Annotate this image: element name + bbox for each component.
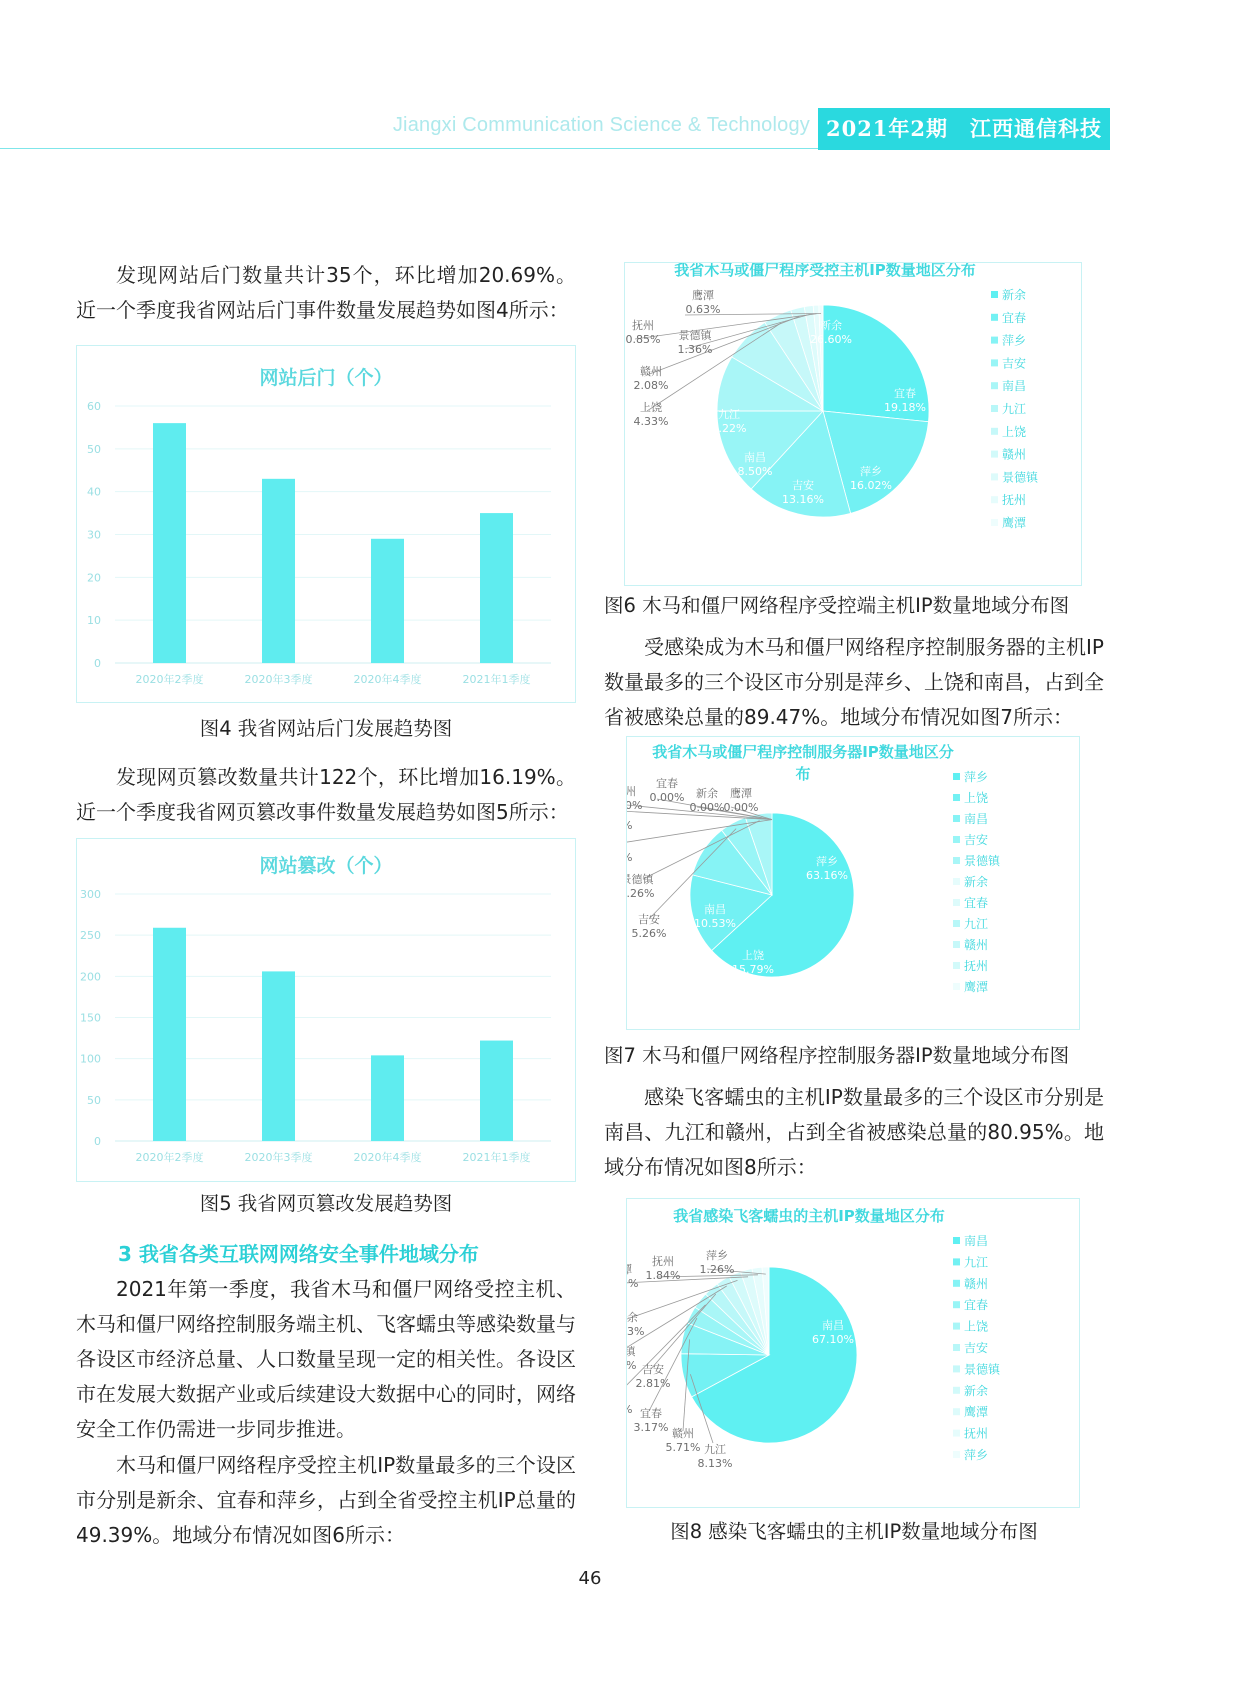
slice-label: 吉安 — [642, 1363, 664, 1376]
legend-swatch — [953, 878, 960, 885]
slice-label: 赣州 — [672, 1427, 694, 1440]
paragraph-2 — [76, 760, 576, 830]
bar — [371, 539, 404, 663]
paragraph-6-text: 感染飞客蠕虫的主机IP数量最多的三个设区市分别是南昌、九江和赣州，占到全省被感染总量的80.95%。地域分布情况如图8所示： — [604, 1085, 1104, 1179]
legend-swatch — [991, 428, 998, 435]
fig4-chart — [76, 345, 576, 703]
legend-label: 九江 — [964, 917, 989, 931]
legend-label: 景德镇 — [964, 1362, 1001, 1377]
slice-percent: 63.16% — [806, 869, 848, 882]
slice-label: 上饶 — [640, 401, 662, 414]
slice-percent: 15.79% — [732, 963, 774, 976]
legend-swatch — [953, 1430, 960, 1437]
legend-label: 吉安 — [1002, 356, 1027, 371]
x-tick-label: 2020年4季度 — [353, 1151, 422, 1164]
fig8-caption: 图8 感染飞客蠕虫的主机IP数量地域分布图 — [670, 1520, 1038, 1543]
x-tick-label: 2020年3季度 — [244, 1151, 313, 1164]
slice-percent: % — [627, 1359, 637, 1372]
slice-percent: 4.33% — [633, 415, 669, 428]
slice-percent: 26.60% — [810, 333, 852, 346]
slice-label: 鹰潭 — [692, 289, 714, 302]
chart-title: 网站后门（个） — [259, 367, 393, 389]
legend-label: 新余 — [1002, 288, 1027, 302]
legend-swatch — [953, 815, 960, 822]
slice-percent: 16.02% — [850, 479, 892, 492]
fig6-svg — [625, 263, 1081, 585]
legend-swatch — [991, 519, 998, 526]
issue-badge: 2021年2期 江西通信科技 — [818, 108, 1110, 150]
legend-swatch — [953, 1237, 960, 1244]
legend-swatch — [953, 773, 960, 780]
bar — [262, 971, 295, 1141]
x-tick-label: 2020年2季度 — [135, 673, 204, 686]
slice-label: 镇 — [627, 1345, 636, 1358]
legend-label: 南昌 — [964, 1234, 989, 1248]
chart-title: 网站篡改（个） — [259, 855, 393, 877]
slice-label: 德镇 — [631, 873, 654, 886]
slice-label: 萍乡 — [816, 855, 838, 868]
slice-label: 抚州 — [632, 319, 654, 332]
legend-swatch — [991, 291, 998, 298]
fig5-chart — [76, 838, 576, 1182]
slice-label: 新余 — [696, 787, 718, 800]
journal-english-title: Jiangxi Communication Science & Technology — [392, 114, 810, 136]
paragraph-3-text: 2021年第一季度，我省木马和僵尸网络受控主机、木马和僵尸网络控制服务端主机、飞客蠕虫等感染数量与各设区市经济总量、人口数量呈现一定的相关性。各设区市在发展大数据产业或后续建设大数据中心的同时，网络安全工作仍需进一步同步推进。 — [76, 1277, 576, 1441]
y-tick-label: 20 — [87, 571, 101, 585]
slice-label: 南昌 — [822, 1319, 844, 1332]
slice-percent: 5.26% — [631, 927, 667, 940]
legend-label: 上饶 — [1002, 424, 1027, 439]
y-tick-label: 10 — [87, 614, 101, 628]
fig6-caption: 图6 木马和僵尸网络程序受控端主机IP数量地域分布图 — [604, 594, 1070, 617]
page-number: 46 — [578, 1568, 602, 1589]
slice-percent: 8.50% — [737, 465, 773, 478]
y-tick-label: 50 — [87, 1093, 101, 1107]
legend-swatch — [953, 983, 960, 990]
x-tick-label: 2020年4季度 — [353, 673, 422, 686]
legend-label: 上饶 — [964, 1319, 989, 1334]
legend-label: 宜春 — [1002, 310, 1027, 325]
bar — [480, 1041, 513, 1141]
slice-percent: 0.85% — [625, 333, 661, 346]
bar — [371, 1055, 404, 1141]
legend-label: 抚州 — [964, 959, 989, 973]
legend-label: 宜春 — [964, 1298, 989, 1313]
slice-label: 州 — [627, 785, 636, 798]
bar — [262, 479, 295, 663]
slice-label: 九江 — [718, 408, 740, 421]
y-tick-label: 250 — [80, 929, 101, 943]
slice-percent: 7.22% — [711, 422, 747, 435]
y-tick-label: 40 — [87, 485, 101, 499]
chart-title: 我省木马或僵尸程序控制服务器IP数量地区分 — [652, 743, 954, 761]
fig7-svg — [627, 737, 1079, 1029]
legend-swatch — [991, 337, 998, 344]
slice-percent: 10.53% — [694, 917, 736, 930]
legend-label: 萍乡 — [1002, 333, 1027, 348]
legend-label: 九江 — [964, 1255, 989, 1270]
fig7-chart — [626, 736, 1080, 1030]
legend-label: 抚州 — [1002, 493, 1027, 508]
chart-title-line2: 布 — [795, 765, 811, 783]
slice-label: 上饶 — [742, 949, 764, 962]
y-tick-label: 50 — [87, 442, 101, 456]
legend-swatch — [953, 794, 960, 801]
bar — [153, 928, 186, 1141]
paragraph-5 — [604, 630, 1104, 735]
x-tick-label: 2020年2季度 — [135, 1151, 204, 1164]
y-tick-label: 0 — [94, 1135, 101, 1148]
legend-swatch — [953, 1408, 960, 1415]
slice-label: 萍乡 — [706, 1249, 728, 1262]
legend-swatch — [991, 405, 998, 412]
legend-label: 吉安 — [964, 833, 989, 847]
slice-label: 新余 — [820, 319, 842, 332]
y-tick-label: 0 — [94, 657, 101, 670]
fig8-chart — [626, 1198, 1080, 1508]
slice-label: 宜春 — [640, 1407, 662, 1420]
legend-label: 南昌 — [1002, 379, 1027, 394]
legend-swatch — [991, 473, 998, 480]
slice-label: 鹰潭 — [730, 787, 752, 800]
slice-percent — [627, 819, 632, 832]
legend-label: 鹰潭 — [964, 980, 989, 994]
paragraph-5-text: 受感染成为木马和僵尸网络程序控制服务器的主机IP数量最多的三个设区市分别是萍乡、上饶和南昌，占到全省被感染总量的89.47%。地域分布情况如图7所示： — [604, 635, 1104, 729]
legend-label: 赣州 — [1002, 447, 1027, 462]
legend-swatch — [953, 836, 960, 843]
slice-percent: 0.00% — [649, 791, 685, 804]
slice-percent: 67.10% — [812, 1333, 854, 1346]
legend-swatch — [953, 1301, 960, 1308]
legend-label: 上饶 — [964, 791, 989, 805]
slice-label: 抚州 — [652, 1255, 674, 1268]
slice-percent — [627, 1403, 632, 1416]
legend-label: 萍乡 — [964, 1448, 989, 1462]
legend-label: 新余 — [964, 875, 989, 889]
legend-swatch — [991, 451, 998, 458]
slice-percent: 5.71% — [665, 1441, 701, 1454]
slice-percent: 3.17% — [633, 1421, 669, 1434]
slice-label: 余 — [627, 1311, 638, 1324]
legend-label: 南昌 — [964, 812, 989, 826]
paragraph-2-text: 发现网页篡改数量共计122个，环比增加16.19%。近一个季度我省网页篡改事件数量发展趋势如图5所示： — [76, 765, 576, 824]
slice-label: 宜春 — [656, 777, 678, 790]
slice-percent: 1.26% — [699, 1263, 735, 1276]
legend-swatch — [953, 1451, 960, 1458]
slice-percent: 2.81% — [635, 1377, 671, 1390]
fig4-caption: 图4 我省网站后门发展趋势图 — [199, 717, 453, 740]
paragraph-4-text: 木马和僵尸网络程序受控主机IP数量最多的三个设区市分别是新余、宜春和萍乡，占到全省受控主机IP总量的49.39%。地域分布情况如图6所示： — [76, 1453, 576, 1547]
fig5-caption: 图5 我省网页篡改发展趋势图 — [199, 1192, 453, 1215]
slice-label: 吉安 — [638, 913, 660, 926]
slice-percent: 8.13% — [697, 1457, 733, 1470]
slice-percent: 0% — [627, 799, 643, 812]
paragraph-3 — [76, 1272, 576, 1447]
legend-label: 宜春 — [964, 896, 989, 910]
legend-label: 萍乡 — [964, 770, 989, 784]
chart-title: 我省木马或僵尸程序受控主机IP数量地区分布 — [674, 263, 976, 279]
legend-swatch — [991, 382, 998, 389]
fig8-svg — [627, 1199, 1079, 1507]
legend-label: 赣州 — [964, 1276, 989, 1291]
legend-label: 景德镇 — [1002, 470, 1039, 485]
x-tick-label: 2021年1季度 — [462, 1151, 531, 1164]
legend-swatch — [991, 359, 998, 366]
legend-label: 鹰潭 — [964, 1405, 989, 1420]
legend-swatch — [953, 962, 960, 969]
paragraph-1-text: 发现网站后门数量共计35个，环比增加20.69%。近一个季度我省网站后门事件数量发展趋势如图4所示： — [76, 263, 576, 322]
slice-label: 萍乡 — [860, 465, 882, 478]
slice-label: 宜春 — [894, 387, 916, 400]
slice-label: 南昌 — [704, 903, 726, 916]
slice-percent: 1.36% — [677, 343, 713, 356]
slice-percent: % — [628, 1277, 639, 1290]
bar — [480, 513, 513, 663]
y-tick-label: 200 — [80, 970, 101, 984]
x-tick-label: 2020年3季度 — [244, 673, 313, 686]
slice-percent: 0.63% — [685, 303, 721, 316]
paragraph-4 — [76, 1448, 576, 1553]
fig6-chart — [624, 262, 1082, 586]
slice-percent: 2.08% — [633, 379, 669, 392]
slice-percent: 1.84% — [645, 1269, 681, 1282]
paragraph-1 — [76, 258, 576, 328]
y-tick-label: 150 — [80, 1011, 101, 1025]
legend-swatch — [991, 314, 998, 321]
fig5-svg — [77, 839, 575, 1181]
y-tick-label: 100 — [80, 1052, 101, 1066]
slice-label: 赣州 — [640, 365, 662, 378]
x-tick-label: 2021年1季度 — [462, 673, 531, 686]
slice-percent: 26% — [630, 887, 655, 900]
paragraph-6 — [604, 1080, 1104, 1185]
legend-swatch — [991, 496, 998, 503]
legend-label: 赣州 — [964, 938, 989, 952]
section-heading: 3 我省各类互联网网络安全事件地域分布 — [118, 1242, 479, 1266]
legend-swatch — [953, 1280, 960, 1287]
slice-percent: 13.16% — [782, 493, 824, 506]
fig4-svg — [77, 346, 575, 702]
slice-percent: 3% — [627, 1325, 645, 1338]
slice-label: 景德镇 — [678, 329, 712, 342]
fig7-caption: 图7 木马和僵尸网络程序控制服务器IP数量地域分布图 — [604, 1044, 1070, 1067]
slice-label: 南昌 — [744, 451, 766, 464]
y-tick-label: 60 — [87, 400, 101, 413]
bar — [153, 423, 186, 663]
legend-swatch — [953, 920, 960, 927]
slice-percent — [627, 851, 632, 864]
legend-label: 九江 — [1002, 402, 1027, 416]
slice-percent: 0.00% — [723, 801, 759, 814]
slice-label: 吉安 — [792, 479, 814, 492]
legend-swatch — [953, 1344, 960, 1351]
slice-percent: 19.18% — [884, 401, 926, 414]
legend-label: 抚州 — [964, 1426, 989, 1441]
legend-swatch — [953, 899, 960, 906]
legend-swatch — [953, 1258, 960, 1265]
slice-label — [627, 1262, 632, 1276]
slice-percent: 0.00% — [689, 801, 725, 814]
chart-title: 我省感染飞客蠕虫的主机IP数量地区分布 — [673, 1207, 945, 1225]
legend-label: 鹰潭 — [1002, 516, 1027, 530]
legend-swatch — [953, 1365, 960, 1372]
y-tick-label: 30 — [87, 528, 101, 542]
legend-label: 景德镇 — [964, 854, 1001, 868]
legend-label: 新余 — [964, 1383, 989, 1398]
y-tick-label: 300 — [80, 888, 101, 901]
legend-swatch — [953, 1387, 960, 1394]
legend-label: 吉安 — [964, 1341, 989, 1355]
slice-label: 九江 — [704, 1443, 726, 1456]
legend-swatch — [953, 941, 960, 948]
legend-swatch — [953, 1323, 960, 1330]
legend-swatch — [953, 857, 960, 864]
